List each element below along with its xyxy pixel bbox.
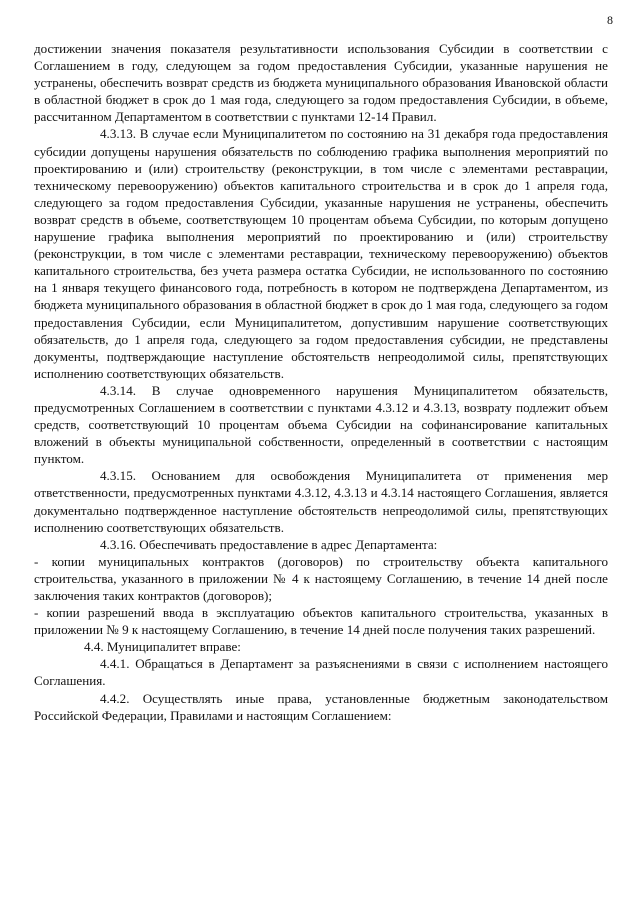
paragraph-4-4-2: 4.4.2. Осуществлять иные права, установленные бюджетным законодательством Российской Федерации, Правилами и настоящим Соглашением: xyxy=(34,690,608,723)
paragraph-4-4: 4.4. Муниципалитет вправе: xyxy=(84,639,241,655)
page-number: 8 xyxy=(607,13,613,27)
paragraph-4-3-14: 4.3.14. В случае одновременного нарушения Муниципалитетом обязательств, предусмотренных Соглашением в соответствии с пунктами 4.3.12 и 4.3.13, возврату подлежит объем средств, соответствующий 10 процентам объема Субсидии на софинансирование капитальных вложений в объекты муниципальной собственности, определенный в соответствии с настоящим пунктом. xyxy=(34,382,608,467)
paragraph-4-3-15: 4.3.15. Основанием для освобождения Муниципалитета от применения мер ответственности, предусмотренных пунктами 4.3.12, 4.3.13 и 4.3.14 настоящего Соглашения, является документально подтвержденное наступление обстоятельств непреодолимой силы, препятствующих исполнению соответствующих обязательств. xyxy=(34,468,608,535)
list-item-permits: - копии разрешений ввода в эксплуатацию объектов капитального строительства, указанных в приложении № 9 к настоящему Соглашению, в течение 14 дней после получения таких разрешений. xyxy=(34,605,608,638)
paragraph-4-3-13: 4.3.13. В случае если Муниципалитетом по состоянию на 31 декабря года предоставления субсидии допущены нарушения обязательств по соблюдению графика выполнения мероприятий по проектированию и (или) строительству (реконструкции, в том числе с элементами реставрации, техническому перевооружению) объектов капитального строительства и в срок до 1 апреля года, следующего за годом предоставления Субсидии, указанные нарушения не устранены, обеспечить возврат средств в объеме, соответствующем 10 процентам объема Субсидии, по которым допущено нарушение графика выполнения мероприятий по проектированию и (или) строительству (реконструкции, в том числе с элементами реставрации, техническому перевооружению) объектов капитального строительства, без учета размера остатка Субсидии, не использованного по состоянию на 1 января текущего финансового года, потребность в котором не подтверждена Департаментом, из бюджета муниципального образования в областной бюджет в срок до 1 мая года, следующего за годом предоставления Субсидии, если Муниципалитетом, допустившим нарушение соответствующих обязательств, до 1 апреля года, следующего за годом предоставления субсидии, не представлены документы, подтверждающие наступление обстоятельств непреодолимой силы, препятствующих исполнению соответствующих обязательств. xyxy=(34,126,608,381)
paragraph-4-3-16: 4.3.16. Обеспечивать предоставление в адрес Департамента: xyxy=(100,536,438,552)
paragraph-continuation: достижении значения показателя результативности использования Субсидии в соответствии с Соглашением в году, следующем за годом предоставления Субсидии, указанные нарушения не устранены, обеспечить возврат средств из бюджета муниципального образования Ивановской области в областной бюджет в срок до 1 мая года, следующего за годом предоставления Субсидии, в объеме, рассчитанном Департаментом в соответствии с пунктами 12-14 Правил. xyxy=(34,41,608,125)
document-body xyxy=(34,40,608,724)
paragraph-4-4-1: 4.4.1. Обращаться в Департамент за разъяснениями в связи с исполнением настоящего Соглашения. xyxy=(34,656,608,689)
list-item-contracts: - копии муниципальных контрактов (договоров) по строительству объекта капитального строительства, указанного в приложении № 4 к настоящему Соглашению, в течение 14 дней после заключения таких контрактов (договоров); xyxy=(34,553,608,603)
